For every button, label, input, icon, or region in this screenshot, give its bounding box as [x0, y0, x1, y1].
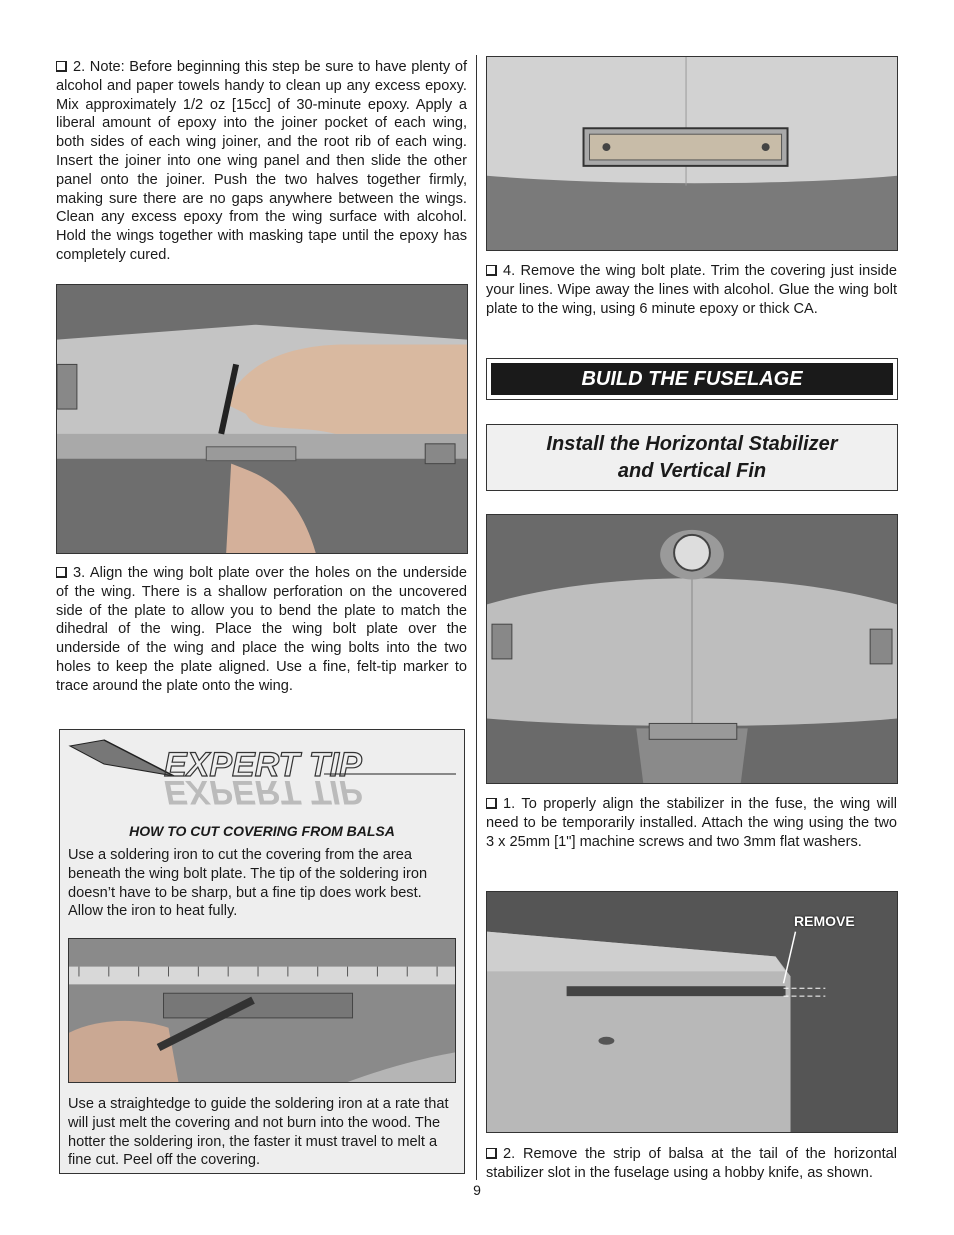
- step-4-wing-text: 4. Remove the wing bolt plate. Trim the covering just inside your lines. Wipe away the lines with alcohol. Glue the wing bolt plate to the wing, using 6 minute epoxy or thick CA.: [486, 263, 897, 317]
- checkbox-icon[interactable]: [56, 61, 67, 72]
- subsection-header: [486, 424, 898, 491]
- photo-wing-installed: [486, 514, 898, 784]
- expert-tip-box: [59, 729, 465, 1174]
- column-divider: [476, 55, 477, 1180]
- checkbox-icon[interactable]: [486, 1148, 497, 1159]
- step-2-stab-text: 2. Remove the strip of balsa at the tail of the horizontal stabilizer slot in the fuselage using a hobby knife, as shown.: [486, 1146, 897, 1181]
- photo-marking-wing-plate: [56, 284, 468, 554]
- step-2-wing-text: 2. Note: Before beginning this step be sure to have plenty of alcohol and paper towels handy to clean up any excess epoxy. Mix approximately 1/2 oz [15cc] of 30-minute epoxy. Apply a liberal amount of epoxy into the joiner pocket of each wing, both sides of each wing joiner, and the root rib of each wing. Insert the joiner into one wing panel and then slide the other panel onto the joiner. Push the two halves together firmly, making sure there are no gaps anywhere between the wings. Clean any excess epoxy from the wing surface with alcohol. Hold the wings together with masking tape until the epoxy has completely cured.: [56, 59, 467, 263]
- photo-soldering-iron: [68, 938, 456, 1083]
- expert-tip-reflection: EXPERT TIP: [164, 773, 362, 811]
- checkbox-icon[interactable]: [56, 567, 67, 578]
- section-title: BUILD THE FUSELAGE: [491, 363, 893, 395]
- expert-tip-paragraph-2: Use a straightedge to guide the soldering iron at a rate that will just melt the covering and not burn into the wood. The hotter the soldering iron, the faster it must travel to melt a fine cut. Peel off the covering.: [68, 1096, 449, 1169]
- remove-callout-label: REMOVE: [794, 913, 855, 929]
- svg-text:EXPERT TIP: EXPERT TIP: [164, 746, 362, 784]
- checkbox-icon[interactable]: [486, 265, 497, 276]
- expert-tip-paragraph-1: Use a soldering iron to cut the covering from the area beneath the wing bolt plate. The tip of the soldering iron doesn’t have to be sharp, but a fine tip does work best. Allow the iron to heat fully.: [68, 847, 428, 920]
- step-1-stab-text: 1. To properly align the stabilizer in the fuse, the wing will need to be temporarily installed. Attach the wing using the two 3 x 25mm [1"] machine screws and two 3mm flat washers.: [486, 796, 897, 850]
- step-3-wing-text: 3. Align the wing bolt plate over the holes on the underside of the wing. There is a shallow perforation on the uncovered side of the plate to allow you to bend the plate to match the dihedral of the wing. Place the wing bolt plate over the underside of the wing and place the wing bolts into the two holes to keep the plate aligned. Use a fine, felt-tip marker to trace around the plate onto the wing.: [56, 565, 467, 694]
- subsection-title-line-2: and Vertical Fin: [617, 459, 767, 482]
- section-header: [486, 358, 898, 400]
- checkbox-icon[interactable]: [486, 798, 497, 809]
- subsection-title-line-1: Install the Horizontal Stabilizer: [546, 432, 838, 455]
- expert-tip-heading: HOW TO CUT COVERING FROM BALSA: [129, 823, 395, 839]
- photo-wing-bolt-plate: [486, 56, 898, 251]
- page-number: 9: [473, 1182, 481, 1198]
- expert-tip-banner: [64, 734, 464, 812]
